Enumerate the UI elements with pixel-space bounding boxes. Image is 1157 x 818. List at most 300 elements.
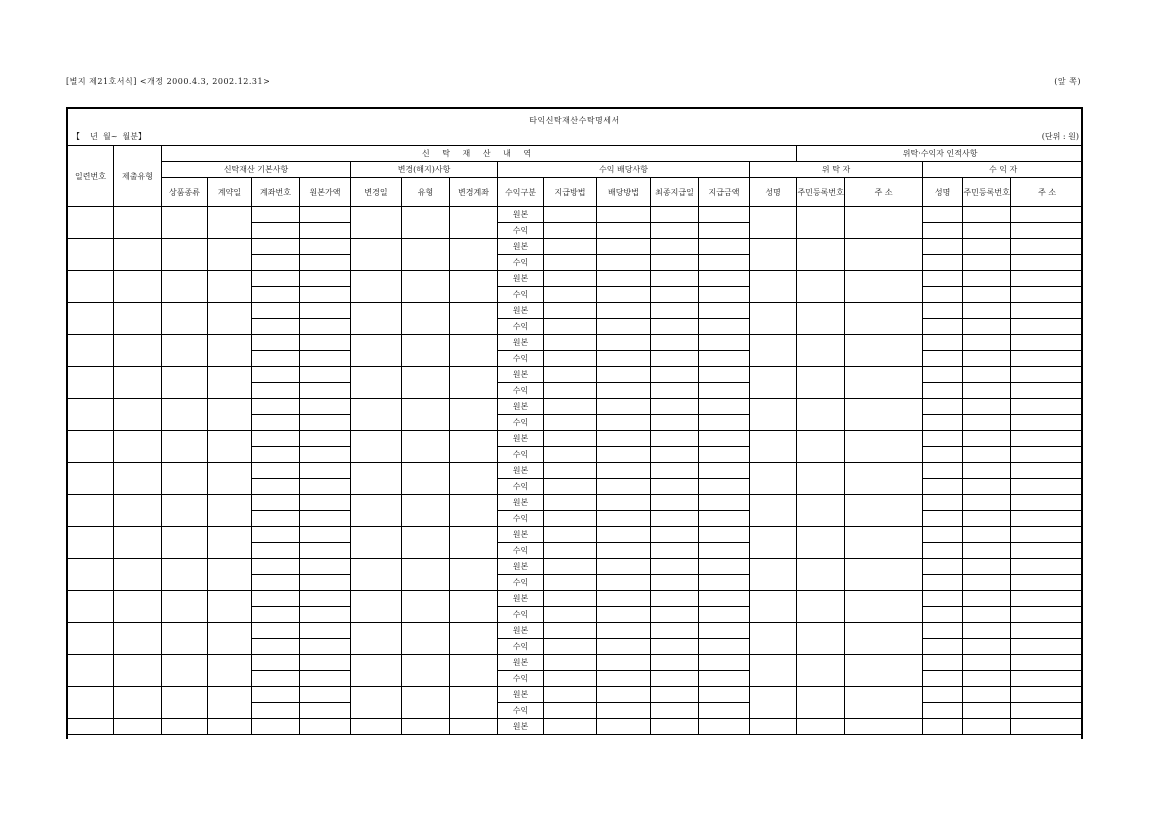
beneficiary-name-cell[interactable] [923, 207, 963, 223]
product-type-cell[interactable] [162, 431, 208, 463]
contract-date-cell[interactable] [208, 367, 252, 399]
account-number-cell[interactable] [252, 479, 300, 495]
truster-name-cell[interactable] [750, 399, 797, 431]
beneficiary-rrn-cell[interactable] [963, 351, 1011, 367]
beneficiary-name-cell[interactable] [923, 367, 963, 383]
account-number-cell[interactable] [252, 399, 300, 415]
beneficiary-name-cell[interactable] [923, 271, 963, 287]
beneficiary-name-cell[interactable] [923, 351, 963, 367]
account-number-cell[interactable] [252, 207, 300, 223]
beneficiary-rrn-cell[interactable] [963, 319, 1011, 335]
payment-method-cell[interactable] [544, 559, 597, 575]
final-payment-date-cell[interactable] [651, 447, 699, 463]
account-number-cell[interactable] [252, 223, 300, 239]
beneficiary-address-cell[interactable] [1011, 303, 1083, 319]
account-number-cell[interactable] [252, 351, 300, 367]
serial-number-cell[interactable] [68, 239, 114, 271]
beneficiary-rrn-cell[interactable] [963, 575, 1011, 591]
beneficiary-address-cell[interactable] [1011, 207, 1083, 223]
principal-value-cell[interactable] [300, 271, 351, 287]
payment-amount-cell[interactable] [699, 479, 750, 495]
truster-rrn-cell[interactable] [797, 463, 845, 495]
payment-method-cell[interactable] [544, 431, 597, 447]
beneficiary-name-cell[interactable] [923, 607, 963, 623]
beneficiary-address-cell[interactable] [1011, 351, 1083, 367]
submit-type-cell[interactable] [114, 431, 162, 463]
change-date-cell[interactable] [351, 367, 402, 399]
truster-address-cell[interactable] [845, 399, 923, 431]
beneficiary-name-cell[interactable] [923, 703, 963, 719]
truster-name-cell[interactable] [750, 655, 797, 687]
principal-value-cell[interactable] [300, 623, 351, 639]
change-type-cell[interactable] [402, 207, 450, 239]
account-number-cell[interactable] [252, 591, 300, 607]
beneficiary-name-cell[interactable] [923, 239, 963, 255]
dividend-method-cell[interactable] [597, 431, 651, 447]
truster-rrn-cell[interactable] [797, 719, 845, 735]
truster-name-cell[interactable] [750, 335, 797, 367]
contract-date-cell[interactable] [208, 719, 252, 735]
payment-amount-cell[interactable] [699, 239, 750, 255]
change-date-cell[interactable] [351, 559, 402, 591]
truster-address-cell[interactable] [845, 687, 923, 719]
payment-method-cell[interactable] [544, 287, 597, 303]
beneficiary-name-cell[interactable] [923, 495, 963, 511]
beneficiary-name-cell[interactable] [923, 255, 963, 271]
truster-name-cell[interactable] [750, 271, 797, 303]
beneficiary-name-cell[interactable] [923, 463, 963, 479]
final-payment-date-cell[interactable] [651, 687, 699, 703]
beneficiary-address-cell[interactable] [1011, 671, 1083, 687]
serial-number-cell[interactable] [68, 431, 114, 463]
dividend-method-cell[interactable] [597, 255, 651, 271]
beneficiary-rrn-cell[interactable] [963, 479, 1011, 495]
truster-name-cell[interactable] [750, 591, 797, 623]
product-type-cell[interactable] [162, 239, 208, 271]
principal-value-cell[interactable] [300, 687, 351, 703]
payment-method-cell[interactable] [544, 335, 597, 351]
final-payment-date-cell[interactable] [651, 655, 699, 671]
truster-rrn-cell[interactable] [797, 303, 845, 335]
beneficiary-rrn-cell[interactable] [963, 671, 1011, 687]
final-payment-date-cell[interactable] [651, 639, 699, 655]
account-number-cell[interactable] [252, 527, 300, 543]
truster-address-cell[interactable] [845, 559, 923, 591]
dividend-method-cell[interactable] [597, 287, 651, 303]
payment-method-cell[interactable] [544, 495, 597, 511]
contract-date-cell[interactable] [208, 623, 252, 655]
change-type-cell[interactable] [402, 559, 450, 591]
dividend-method-cell[interactable] [597, 271, 651, 287]
principal-value-cell[interactable] [300, 207, 351, 223]
beneficiary-rrn-cell[interactable] [963, 447, 1011, 463]
payment-amount-cell[interactable] [699, 591, 750, 607]
payment-amount-cell[interactable] [699, 303, 750, 319]
product-type-cell[interactable] [162, 207, 208, 239]
final-payment-date-cell[interactable] [651, 271, 699, 287]
change-date-cell[interactable] [351, 655, 402, 687]
contract-date-cell[interactable] [208, 591, 252, 623]
contract-date-cell[interactable] [208, 463, 252, 495]
product-type-cell[interactable] [162, 623, 208, 655]
principal-value-cell[interactable] [300, 655, 351, 671]
final-payment-date-cell[interactable] [651, 399, 699, 415]
final-payment-date-cell[interactable] [651, 719, 699, 735]
beneficiary-address-cell[interactable] [1011, 543, 1083, 559]
payment-amount-cell[interactable] [699, 255, 750, 271]
truster-rrn-cell[interactable] [797, 687, 845, 719]
product-type-cell[interactable] [162, 719, 208, 735]
payment-method-cell[interactable] [544, 527, 597, 543]
dividend-method-cell[interactable] [597, 207, 651, 223]
product-type-cell[interactable] [162, 271, 208, 303]
payment-amount-cell[interactable] [699, 495, 750, 511]
truster-address-cell[interactable] [845, 207, 923, 239]
payment-amount-cell[interactable] [699, 687, 750, 703]
beneficiary-rrn-cell[interactable] [963, 607, 1011, 623]
dividend-method-cell[interactable] [597, 495, 651, 511]
beneficiary-name-cell[interactable] [923, 383, 963, 399]
truster-rrn-cell[interactable] [797, 399, 845, 431]
dividend-method-cell[interactable] [597, 559, 651, 575]
account-number-cell[interactable] [252, 303, 300, 319]
payment-amount-cell[interactable] [699, 575, 750, 591]
beneficiary-address-cell[interactable] [1011, 495, 1083, 511]
contract-date-cell[interactable] [208, 687, 252, 719]
serial-number-cell[interactable] [68, 463, 114, 495]
beneficiary-rrn-cell[interactable] [963, 623, 1011, 639]
beneficiary-rrn-cell[interactable] [963, 223, 1011, 239]
serial-number-cell[interactable] [68, 495, 114, 527]
principal-value-cell[interactable] [300, 511, 351, 527]
beneficiary-address-cell[interactable] [1011, 703, 1083, 719]
contract-date-cell[interactable] [208, 559, 252, 591]
final-payment-date-cell[interactable] [651, 239, 699, 255]
truster-rrn-cell[interactable] [797, 655, 845, 687]
beneficiary-name-cell[interactable] [923, 575, 963, 591]
contract-date-cell[interactable] [208, 335, 252, 367]
beneficiary-rrn-cell[interactable] [963, 431, 1011, 447]
dividend-method-cell[interactable] [597, 639, 651, 655]
contract-date-cell[interactable] [208, 495, 252, 527]
payment-amount-cell[interactable] [699, 207, 750, 223]
beneficiary-address-cell[interactable] [1011, 463, 1083, 479]
truster-name-cell[interactable] [750, 431, 797, 463]
beneficiary-name-cell[interactable] [923, 687, 963, 703]
truster-name-cell[interactable] [750, 559, 797, 591]
final-payment-date-cell[interactable] [651, 511, 699, 527]
payment-amount-cell[interactable] [699, 655, 750, 671]
truster-address-cell[interactable] [845, 303, 923, 335]
submit-type-cell[interactable] [114, 719, 162, 735]
truster-address-cell[interactable] [845, 655, 923, 687]
principal-value-cell[interactable] [300, 639, 351, 655]
beneficiary-name-cell[interactable] [923, 639, 963, 655]
account-number-cell[interactable] [252, 607, 300, 623]
beneficiary-rrn-cell[interactable] [963, 367, 1011, 383]
truster-address-cell[interactable] [845, 335, 923, 367]
principal-value-cell[interactable] [300, 463, 351, 479]
submit-type-cell[interactable] [114, 367, 162, 399]
dividend-method-cell[interactable] [597, 399, 651, 415]
account-number-cell[interactable] [252, 463, 300, 479]
submit-type-cell[interactable] [114, 495, 162, 527]
truster-rrn-cell[interactable] [797, 495, 845, 527]
beneficiary-name-cell[interactable] [923, 655, 963, 671]
payment-method-cell[interactable] [544, 463, 597, 479]
payment-amount-cell[interactable] [699, 287, 750, 303]
contract-date-cell[interactable] [208, 271, 252, 303]
product-type-cell[interactable] [162, 303, 208, 335]
principal-value-cell[interactable] [300, 287, 351, 303]
serial-number-cell[interactable] [68, 527, 114, 559]
account-number-cell[interactable] [252, 415, 300, 431]
truster-address-cell[interactable] [845, 367, 923, 399]
beneficiary-rrn-cell[interactable] [963, 415, 1011, 431]
contract-date-cell[interactable] [208, 239, 252, 271]
payment-amount-cell[interactable] [699, 335, 750, 351]
final-payment-date-cell[interactable] [651, 591, 699, 607]
change-type-cell[interactable] [402, 655, 450, 687]
truster-rrn-cell[interactable] [797, 527, 845, 559]
payment-method-cell[interactable] [544, 703, 597, 719]
change-date-cell[interactable] [351, 303, 402, 335]
final-payment-date-cell[interactable] [651, 351, 699, 367]
beneficiary-address-cell[interactable] [1011, 367, 1083, 383]
change-type-cell[interactable] [402, 687, 450, 719]
change-account-cell[interactable] [450, 623, 498, 655]
payment-amount-cell[interactable] [699, 399, 750, 415]
truster-address-cell[interactable] [845, 591, 923, 623]
payment-method-cell[interactable] [544, 591, 597, 607]
payment-amount-cell[interactable] [699, 543, 750, 559]
beneficiary-rrn-cell[interactable] [963, 655, 1011, 671]
beneficiary-address-cell[interactable] [1011, 479, 1083, 495]
principal-value-cell[interactable] [300, 703, 351, 719]
beneficiary-name-cell[interactable] [923, 543, 963, 559]
account-number-cell[interactable] [252, 559, 300, 575]
beneficiary-rrn-cell[interactable] [963, 287, 1011, 303]
dividend-method-cell[interactable] [597, 335, 651, 351]
truster-name-cell[interactable] [750, 527, 797, 559]
account-number-cell[interactable] [252, 271, 300, 287]
dividend-method-cell[interactable] [597, 367, 651, 383]
serial-number-cell[interactable] [68, 687, 114, 719]
contract-date-cell[interactable] [208, 399, 252, 431]
truster-rrn-cell[interactable] [797, 591, 845, 623]
account-number-cell[interactable] [252, 687, 300, 703]
principal-value-cell[interactable] [300, 367, 351, 383]
product-type-cell[interactable] [162, 591, 208, 623]
change-date-cell[interactable] [351, 431, 402, 463]
submit-type-cell[interactable] [114, 527, 162, 559]
principal-value-cell[interactable] [300, 239, 351, 255]
truster-rrn-cell[interactable] [797, 335, 845, 367]
beneficiary-address-cell[interactable] [1011, 623, 1083, 639]
beneficiary-address-cell[interactable] [1011, 447, 1083, 463]
truster-name-cell[interactable] [750, 623, 797, 655]
beneficiary-name-cell[interactable] [923, 511, 963, 527]
dividend-method-cell[interactable] [597, 719, 651, 735]
beneficiary-address-cell[interactable] [1011, 559, 1083, 575]
dividend-method-cell[interactable] [597, 607, 651, 623]
change-account-cell[interactable] [450, 367, 498, 399]
submit-type-cell[interactable] [114, 335, 162, 367]
final-payment-date-cell[interactable] [651, 543, 699, 559]
change-account-cell[interactable] [450, 431, 498, 463]
beneficiary-address-cell[interactable] [1011, 591, 1083, 607]
contract-date-cell[interactable] [208, 431, 252, 463]
change-account-cell[interactable] [450, 239, 498, 271]
dividend-method-cell[interactable] [597, 239, 651, 255]
final-payment-date-cell[interactable] [651, 607, 699, 623]
beneficiary-rrn-cell[interactable] [963, 495, 1011, 511]
submit-type-cell[interactable] [114, 239, 162, 271]
account-number-cell[interactable] [252, 703, 300, 719]
account-number-cell[interactable] [252, 287, 300, 303]
principal-value-cell[interactable] [300, 415, 351, 431]
final-payment-date-cell[interactable] [651, 335, 699, 351]
account-number-cell[interactable] [252, 239, 300, 255]
beneficiary-rrn-cell[interactable] [963, 527, 1011, 543]
dividend-method-cell[interactable] [597, 351, 651, 367]
product-type-cell[interactable] [162, 559, 208, 591]
beneficiary-address-cell[interactable] [1011, 223, 1083, 239]
final-payment-date-cell[interactable] [651, 623, 699, 639]
truster-address-cell[interactable] [845, 271, 923, 303]
change-date-cell[interactable] [351, 271, 402, 303]
beneficiary-name-cell[interactable] [923, 415, 963, 431]
payment-amount-cell[interactable] [699, 367, 750, 383]
change-type-cell[interactable] [402, 335, 450, 367]
change-type-cell[interactable] [402, 719, 450, 735]
truster-name-cell[interactable] [750, 463, 797, 495]
change-date-cell[interactable] [351, 687, 402, 719]
beneficiary-name-cell[interactable] [923, 399, 963, 415]
final-payment-date-cell[interactable] [651, 703, 699, 719]
account-number-cell[interactable] [252, 575, 300, 591]
truster-address-cell[interactable] [845, 495, 923, 527]
beneficiary-rrn-cell[interactable] [963, 271, 1011, 287]
principal-value-cell[interactable] [300, 543, 351, 559]
change-type-cell[interactable] [402, 431, 450, 463]
beneficiary-rrn-cell[interactable] [963, 511, 1011, 527]
payment-method-cell[interactable] [544, 479, 597, 495]
payment-method-cell[interactable] [544, 271, 597, 287]
dividend-method-cell[interactable] [597, 223, 651, 239]
beneficiary-address-cell[interactable] [1011, 527, 1083, 543]
dividend-method-cell[interactable] [597, 687, 651, 703]
contract-date-cell[interactable] [208, 207, 252, 239]
payment-amount-cell[interactable] [699, 639, 750, 655]
submit-type-cell[interactable] [114, 303, 162, 335]
beneficiary-name-cell[interactable] [923, 479, 963, 495]
submit-type-cell[interactable] [114, 463, 162, 495]
truster-rrn-cell[interactable] [797, 239, 845, 271]
principal-value-cell[interactable] [300, 319, 351, 335]
payment-amount-cell[interactable] [699, 703, 750, 719]
product-type-cell[interactable] [162, 463, 208, 495]
truster-name-cell[interactable] [750, 207, 797, 239]
beneficiary-rrn-cell[interactable] [963, 303, 1011, 319]
change-type-cell[interactable] [402, 495, 450, 527]
serial-number-cell[interactable] [68, 655, 114, 687]
beneficiary-rrn-cell[interactable] [963, 383, 1011, 399]
payment-method-cell[interactable] [544, 655, 597, 671]
serial-number-cell[interactable] [68, 207, 114, 239]
beneficiary-name-cell[interactable] [923, 591, 963, 607]
principal-value-cell[interactable] [300, 399, 351, 415]
truster-rrn-cell[interactable] [797, 271, 845, 303]
truster-rrn-cell[interactable] [797, 207, 845, 239]
change-account-cell[interactable] [450, 591, 498, 623]
dividend-method-cell[interactable] [597, 383, 651, 399]
dividend-method-cell[interactable] [597, 447, 651, 463]
product-type-cell[interactable] [162, 335, 208, 367]
payment-method-cell[interactable] [544, 399, 597, 415]
principal-value-cell[interactable] [300, 575, 351, 591]
beneficiary-rrn-cell[interactable] [963, 255, 1011, 271]
serial-number-cell[interactable] [68, 367, 114, 399]
beneficiary-rrn-cell[interactable] [963, 703, 1011, 719]
final-payment-date-cell[interactable] [651, 479, 699, 495]
account-number-cell[interactable] [252, 319, 300, 335]
payment-method-cell[interactable] [544, 671, 597, 687]
beneficiary-address-cell[interactable] [1011, 655, 1083, 671]
beneficiary-name-cell[interactable] [923, 623, 963, 639]
beneficiary-name-cell[interactable] [923, 223, 963, 239]
change-date-cell[interactable] [351, 495, 402, 527]
truster-name-cell[interactable] [750, 719, 797, 735]
principal-value-cell[interactable] [300, 591, 351, 607]
serial-number-cell[interactable] [68, 559, 114, 591]
principal-value-cell[interactable] [300, 495, 351, 511]
account-number-cell[interactable] [252, 431, 300, 447]
dividend-method-cell[interactable] [597, 703, 651, 719]
account-number-cell[interactable] [252, 255, 300, 271]
principal-value-cell[interactable] [300, 255, 351, 271]
final-payment-date-cell[interactable] [651, 431, 699, 447]
change-account-cell[interactable] [450, 207, 498, 239]
payment-method-cell[interactable] [544, 607, 597, 623]
payment-amount-cell[interactable] [699, 447, 750, 463]
change-date-cell[interactable] [351, 207, 402, 239]
payment-method-cell[interactable] [544, 255, 597, 271]
payment-method-cell[interactable] [544, 239, 597, 255]
account-number-cell[interactable] [252, 335, 300, 351]
dividend-method-cell[interactable] [597, 591, 651, 607]
dividend-method-cell[interactable] [597, 623, 651, 639]
dividend-method-cell[interactable] [597, 671, 651, 687]
final-payment-date-cell[interactable] [651, 287, 699, 303]
product-type-cell[interactable] [162, 655, 208, 687]
product-type-cell[interactable] [162, 367, 208, 399]
truster-name-cell[interactable] [750, 687, 797, 719]
beneficiary-name-cell[interactable] [923, 319, 963, 335]
payment-method-cell[interactable] [544, 383, 597, 399]
contract-date-cell[interactable] [208, 303, 252, 335]
change-type-cell[interactable] [402, 591, 450, 623]
payment-amount-cell[interactable] [699, 719, 750, 735]
truster-rrn-cell[interactable] [797, 367, 845, 399]
change-account-cell[interactable] [450, 495, 498, 527]
change-account-cell[interactable] [450, 687, 498, 719]
beneficiary-rrn-cell[interactable] [963, 207, 1011, 223]
principal-value-cell[interactable] [300, 383, 351, 399]
beneficiary-name-cell[interactable] [923, 447, 963, 463]
payment-amount-cell[interactable] [699, 415, 750, 431]
principal-value-cell[interactable] [300, 223, 351, 239]
